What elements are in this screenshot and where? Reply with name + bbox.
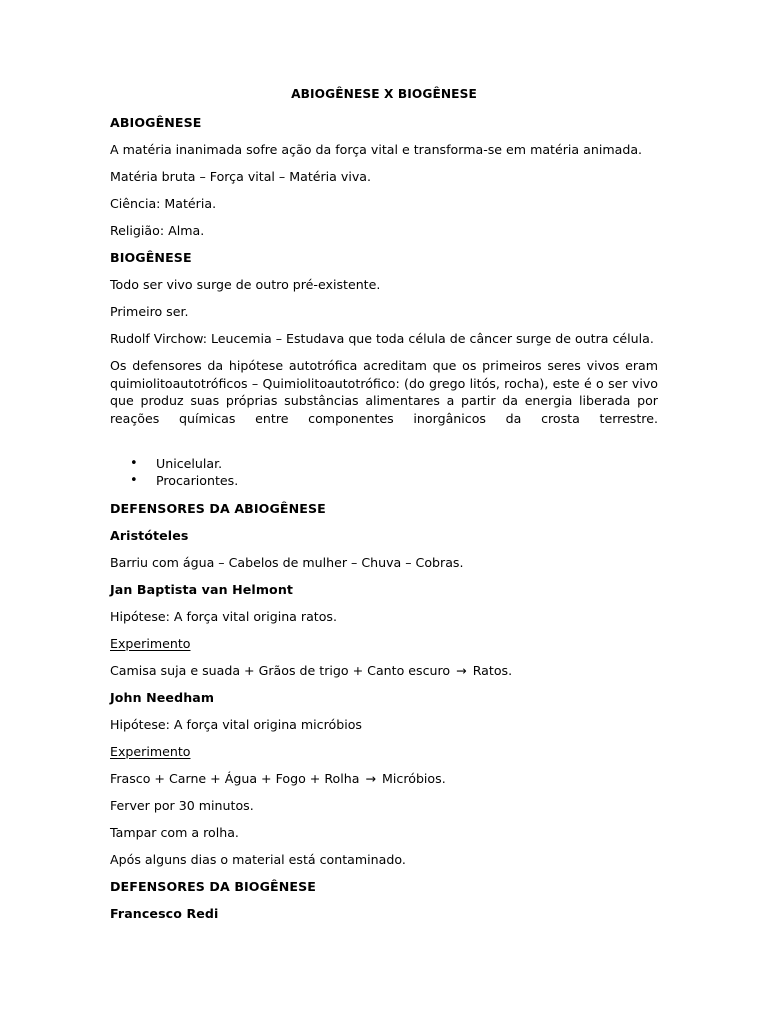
heading-abiogenese: ABIOGÊNESE bbox=[110, 115, 202, 130]
autotrophic-paragraph bbox=[110, 357, 658, 445]
arrow-right-icon: → bbox=[365, 770, 377, 786]
name-needham: John Needham bbox=[110, 689, 215, 705]
paragraph-line: quimiolitoautotróficos – Quimiolitoautotrófico: (do grego litós, rocha), este é o ser vivo que bbox=[110, 375, 658, 408]
bullet-icon: • bbox=[130, 455, 138, 471]
abiogenese-religiao: Religião: Alma. bbox=[110, 223, 205, 238]
helmont-experiment: Camisa suja e suada + Grãos de trigo + Canto escuro → Ratos. bbox=[110, 662, 513, 678]
aristoteles-text: Barriu com água – Cabelos de mulher – Chuva – Cobras. bbox=[110, 554, 464, 570]
heading-defensores-biogenese: DEFENSORES DA BIOGÊNESE bbox=[110, 878, 316, 894]
abiogenese-ciencia: Ciência: Matéria. bbox=[110, 196, 217, 211]
bullet-list bbox=[110, 455, 658, 490]
needham-step: Após alguns dias o material está contaminado. bbox=[110, 851, 406, 867]
biogenese-definition: Todo ser vivo surge de outro pré-existente. bbox=[110, 277, 381, 292]
heading-biogenese: BIOGÊNESE bbox=[110, 250, 192, 265]
bullet-icon: • bbox=[130, 473, 138, 488]
abiogenese-sequence: Matéria bruta – Força vital – Matéria viva. bbox=[110, 169, 372, 184]
needham-experiment: Frasco + Carne + Água + Fogo + Rolha → Micróbios. bbox=[110, 770, 446, 786]
heading-defensores-abiogenese: DEFENSORES DA ABIOGÊNESE bbox=[110, 500, 326, 516]
name-aristoteles: Aristóteles bbox=[110, 527, 189, 543]
needham-hypothesis: Hipótese: A força vital origina micróbios bbox=[110, 716, 362, 732]
paragraph-line: entre componentes inorgânicos da crosta terrestre. bbox=[255, 410, 658, 426]
document-body bbox=[110, 86, 658, 932]
biogenese-primeiro-ser: Primeiro ser. bbox=[110, 304, 189, 319]
paragraph-line: Os defensores da hipótese autotrófica acreditam que os primeiros seres vivos eram bbox=[110, 358, 658, 373]
helmont-experiment-label: Experimento bbox=[110, 635, 191, 651]
paragraph-line: produz suas próprias substâncias alimentares a partir da energia liberada por reações químicas bbox=[110, 393, 658, 426]
list-item: • Procariontes. bbox=[130, 473, 239, 488]
needham-experiment-label: Experimento bbox=[110, 743, 191, 759]
name-redi: Francesco Redi bbox=[110, 905, 219, 921]
abiogenese-definition: A matéria inanimada sofre ação da força vital e transforma-se em matéria animada. bbox=[110, 142, 643, 157]
helmont-hypothesis: Hipótese: A força vital origina ratos. bbox=[110, 608, 338, 624]
needham-step: Ferver por 30 minutos. bbox=[110, 797, 254, 813]
biogenese-virchow: Rudolf Virchow: Leucemia – Estudava que toda célula de câncer surge de outra célula. bbox=[110, 331, 654, 346]
list-item: • Unicelular. bbox=[130, 455, 223, 471]
arrow-right-icon: → bbox=[456, 662, 467, 678]
document-title: ABIOGÊNESE X BIOGÊNESE bbox=[291, 87, 477, 101]
name-helmont: Jan Baptista van Helmont bbox=[110, 581, 293, 597]
needham-step: Tampar com a rolha. bbox=[110, 824, 239, 840]
